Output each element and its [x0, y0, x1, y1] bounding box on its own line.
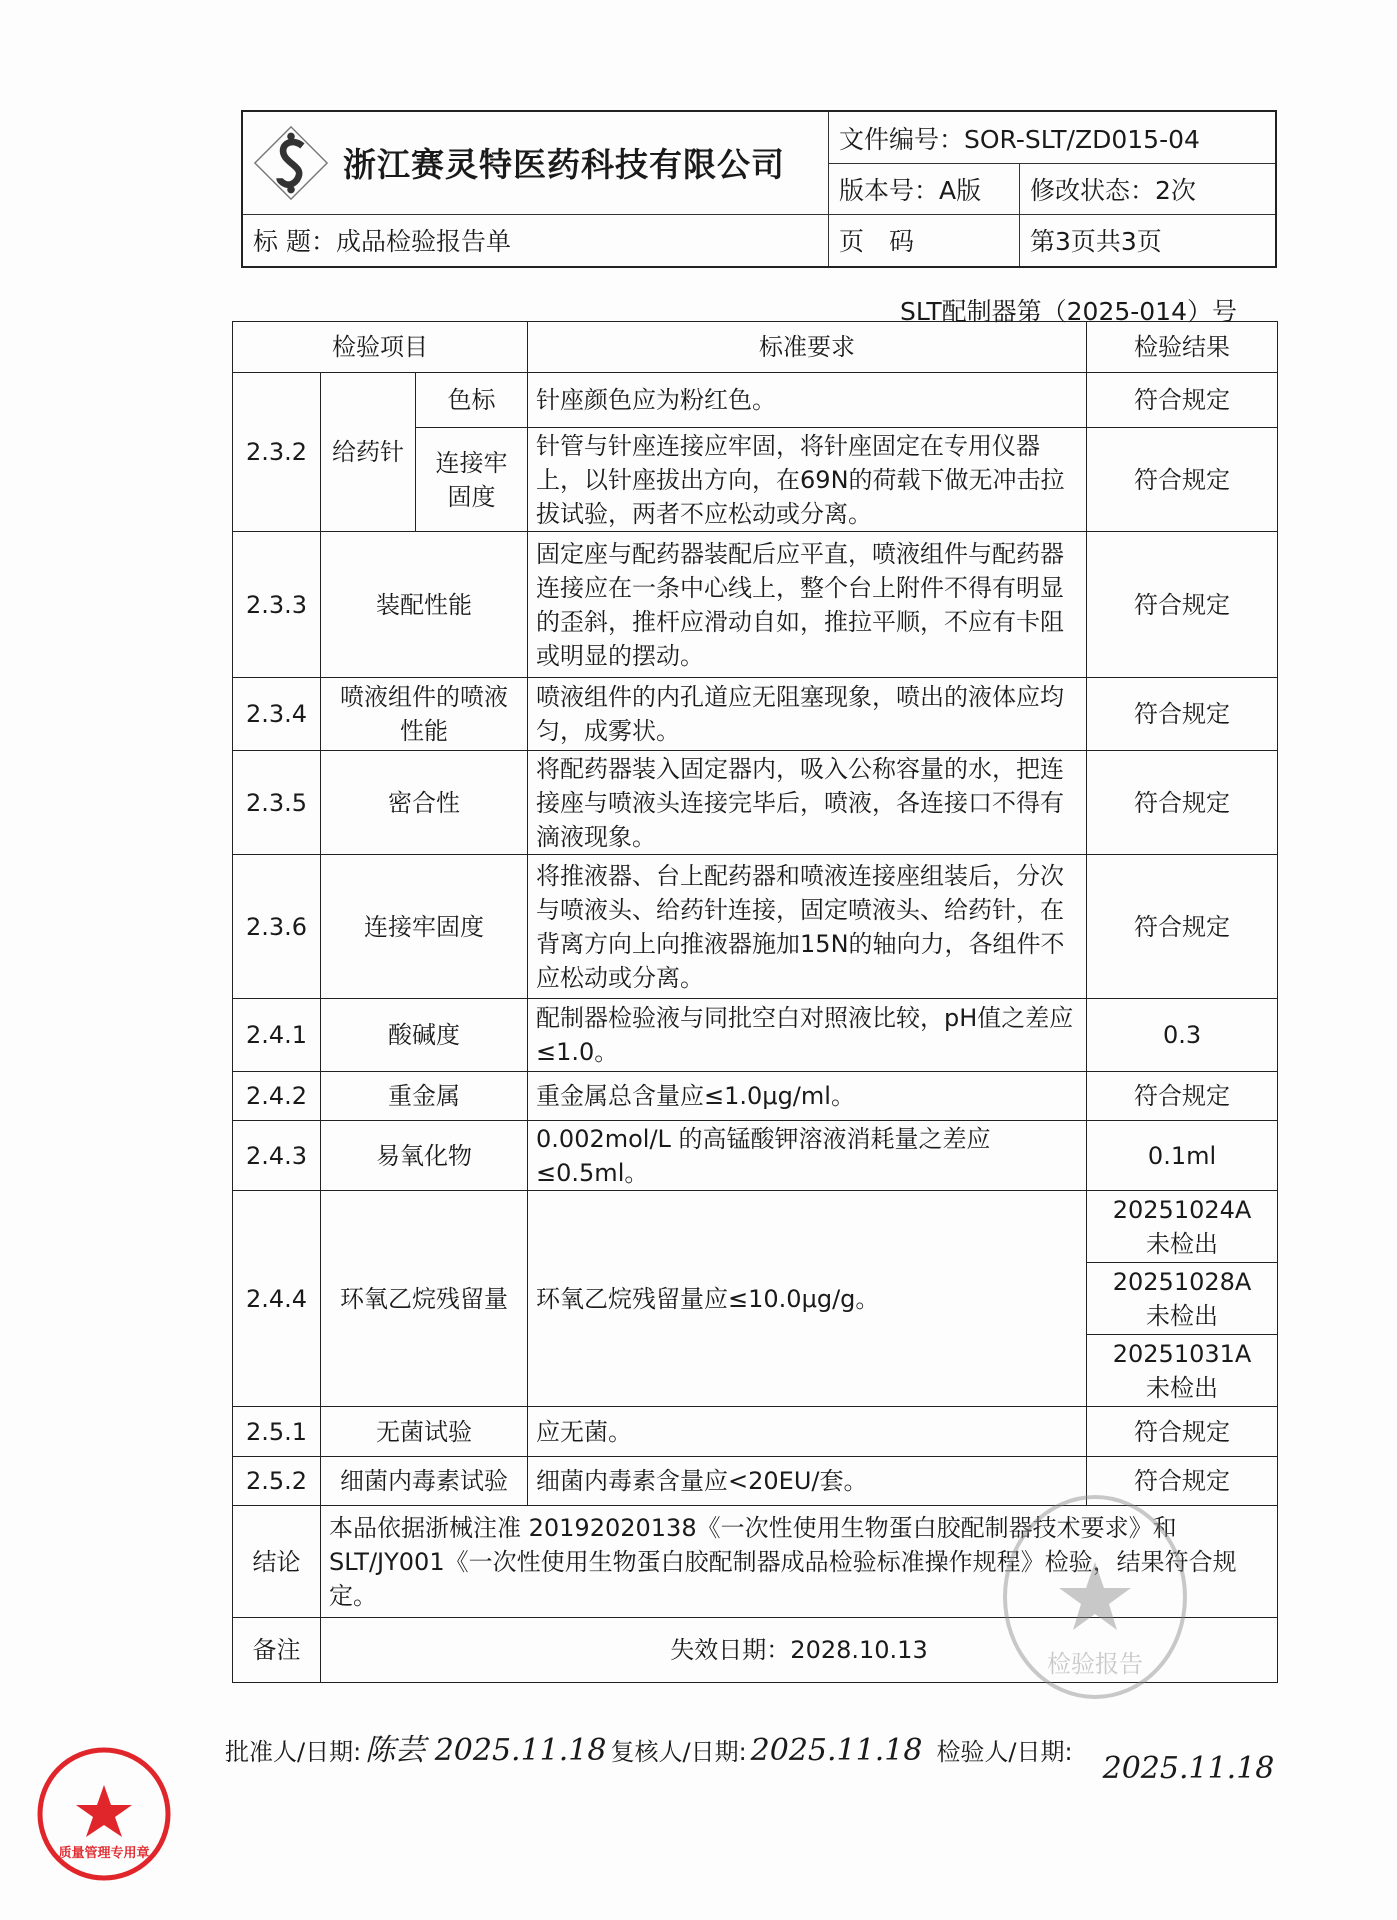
sub-item: 连接牢固度: [416, 428, 528, 532]
reviewer-signature: 2025.11.18: [750, 1733, 923, 1768]
signature-line: [225, 1725, 1278, 1786]
inspection-table: [232, 321, 1278, 1683]
header-item: 检验项目: [233, 322, 528, 373]
batch-result: [1087, 1335, 1278, 1407]
standard: 将推液器、台上配药器和喷液连接座组装后，分次与喷液头、给药针连接，固定喷液头、给药针，在背离方向上向推液器施加15N的轴向力，各组件不应松动或分离。: [528, 855, 1087, 999]
item-number: 2.4.2: [233, 1072, 321, 1121]
item-number: 2.4.1: [233, 999, 321, 1072]
sub-item: 色标: [416, 373, 528, 428]
item-name: 喷液组件的喷液性能: [321, 678, 528, 751]
page-label: 页 码: [829, 214, 1020, 267]
item-number: 2.3.4: [233, 678, 321, 751]
standard: 喷液组件的内孔道应无阻塞现象，喷出的液体应均匀，成雾状。: [528, 678, 1087, 751]
result: 符合规定: [1087, 855, 1278, 999]
result: 符合规定: [1087, 532, 1278, 678]
item-name: 密合性: [321, 751, 528, 855]
reviewer-label: 复核人/日期:: [610, 1738, 747, 1766]
remark-label: 备注: [233, 1618, 321, 1683]
table-row: [233, 678, 1278, 751]
standard: 固定座与配药器装配后应平直，喷液组件与配药器连接应在一条中心线上，整个台上附件不得有明显的歪斜，推杆应滑动自如，推拉平顺，不应有卡阻或明显的摆动。: [528, 532, 1087, 678]
result: 符合规定: [1087, 751, 1278, 855]
standard: 重金属总含量应≤1.0μg/ml。: [528, 1072, 1087, 1121]
inspector-label: 检验人/日期:: [936, 1738, 1073, 1766]
standard: 应无菌。: [528, 1407, 1087, 1457]
table-row: [233, 751, 1278, 855]
result: 未检出: [1146, 1229, 1219, 1258]
result: 0.3: [1087, 999, 1278, 1072]
result: 符合规定: [1087, 678, 1278, 751]
table-row: [233, 999, 1278, 1072]
item-name: 重金属: [321, 1072, 528, 1121]
item-name: 无菌试验: [321, 1407, 528, 1457]
item-number: 2.3.3: [233, 532, 321, 678]
svg-text:质量管理专用章: 质量管理专用章: [58, 1846, 150, 1861]
report-number: SLT配制器第（2025-014）号: [900, 297, 1237, 326]
revision: 修改状态：2次: [1020, 164, 1277, 215]
version: 版本号：A版: [829, 164, 1020, 215]
header-result: 检验结果: [1087, 322, 1278, 373]
quality-stamp: [35, 1745, 173, 1883]
doc-title: 标 题：成品检验报告单: [242, 214, 829, 267]
item-name: 酸碱度: [321, 999, 528, 1072]
standard: 针座颜色应为粉红色。: [528, 373, 1087, 428]
item-number: 2.3.5: [233, 751, 321, 855]
standard: 针管与针座连接应牢固，将针座固定在专用仪器上，以针座拔出方向，在69N的荷载下做无冲击拉拔试验，两者不应松动或分离。: [528, 428, 1087, 532]
inspector-signature: 2025.11.18: [1102, 1751, 1275, 1786]
standard: 0.002mol/L 的高锰酸钾溶液消耗量之差应≤0.5ml。: [528, 1121, 1087, 1191]
result: 符合规定: [1087, 428, 1278, 532]
result: 符合规定: [1087, 1457, 1278, 1506]
company-cell: [242, 111, 829, 214]
item-number: 2.5.1: [233, 1407, 321, 1457]
approver-label: 批准人/日期:: [225, 1738, 362, 1766]
conclusion-label: 结论: [233, 1506, 321, 1618]
header-standard: 标准要求: [528, 322, 1087, 373]
result: 符合规定: [1087, 1407, 1278, 1457]
company-name: 浙江赛灵特医药科技有限公司: [343, 145, 785, 185]
result: 符合规定: [1087, 1072, 1278, 1121]
document-header: [241, 110, 1277, 268]
company-logo-icon: [253, 125, 329, 201]
remark-text: 失效日期：2028.10.13: [321, 1618, 1278, 1683]
batch-number: 20251031A: [1112, 1339, 1252, 1368]
batch-result: [1087, 1191, 1278, 1263]
standard: 将配药器装入固定器内，吸入公称容量的水，把连接座与喷液头连接完毕后，喷液，各连接口不得有滴液现象。: [528, 751, 1087, 855]
batch-result: [1087, 1263, 1278, 1335]
item-name: 易氧化物: [321, 1121, 528, 1191]
item-number: 2.4.3: [233, 1121, 321, 1191]
table-row: [233, 1121, 1278, 1191]
item-number: 2.5.2: [233, 1457, 321, 1506]
approver-signature: 陈芸 2025.11.18: [365, 1733, 607, 1768]
doc-number: 文件编号：SOR-SLT/ZD015-04: [829, 111, 1277, 164]
item-name: 环氧乙烷残留量: [321, 1191, 528, 1407]
standard: 细菌内毒素含量应<20EU/套。: [528, 1457, 1087, 1506]
svg-text:检验报告: 检验报告: [1047, 1650, 1143, 1678]
batch-number: 20251028A: [1112, 1267, 1252, 1296]
table-row: [233, 1072, 1278, 1121]
table-row: [233, 855, 1278, 999]
item-name: 装配性能: [321, 532, 528, 678]
result: 符合规定: [1087, 373, 1278, 428]
standard: 配制器检验液与同批空白对照液比较，pH值之差应≤1.0。: [528, 999, 1087, 1072]
result: 0.1ml: [1087, 1121, 1278, 1191]
page-value: 第3页共3页: [1020, 214, 1277, 267]
item-name: 细菌内毒素试验: [321, 1457, 528, 1506]
result: 未检出: [1146, 1301, 1219, 1330]
item-number: 2.3.6: [233, 855, 321, 999]
table-row: [233, 1191, 1278, 1263]
conclusion-text: 本品依据浙械注准 20192020138《一次性使用生物蛋白胶配制器技术要求》和SLT/JY001《一次性使用生物蛋白胶配制器成品检验标准操作规程》检验，结果符合规定。: [321, 1506, 1278, 1618]
inspection-stamp: [1000, 1492, 1190, 1702]
batch-number: 20251024A: [1112, 1195, 1252, 1224]
result: 未检出: [1146, 1373, 1219, 1402]
item-name: 给药针: [321, 373, 416, 532]
table-row: [233, 373, 1278, 428]
item-number: 2.3.2: [233, 373, 321, 532]
item-number: 2.4.4: [233, 1191, 321, 1407]
item-name: 连接牢固度: [321, 855, 528, 999]
standard: 环氧乙烷残留量应≤10.0μg/g。: [528, 1191, 1087, 1407]
table-row: [233, 1407, 1278, 1457]
table-row: [233, 532, 1278, 678]
